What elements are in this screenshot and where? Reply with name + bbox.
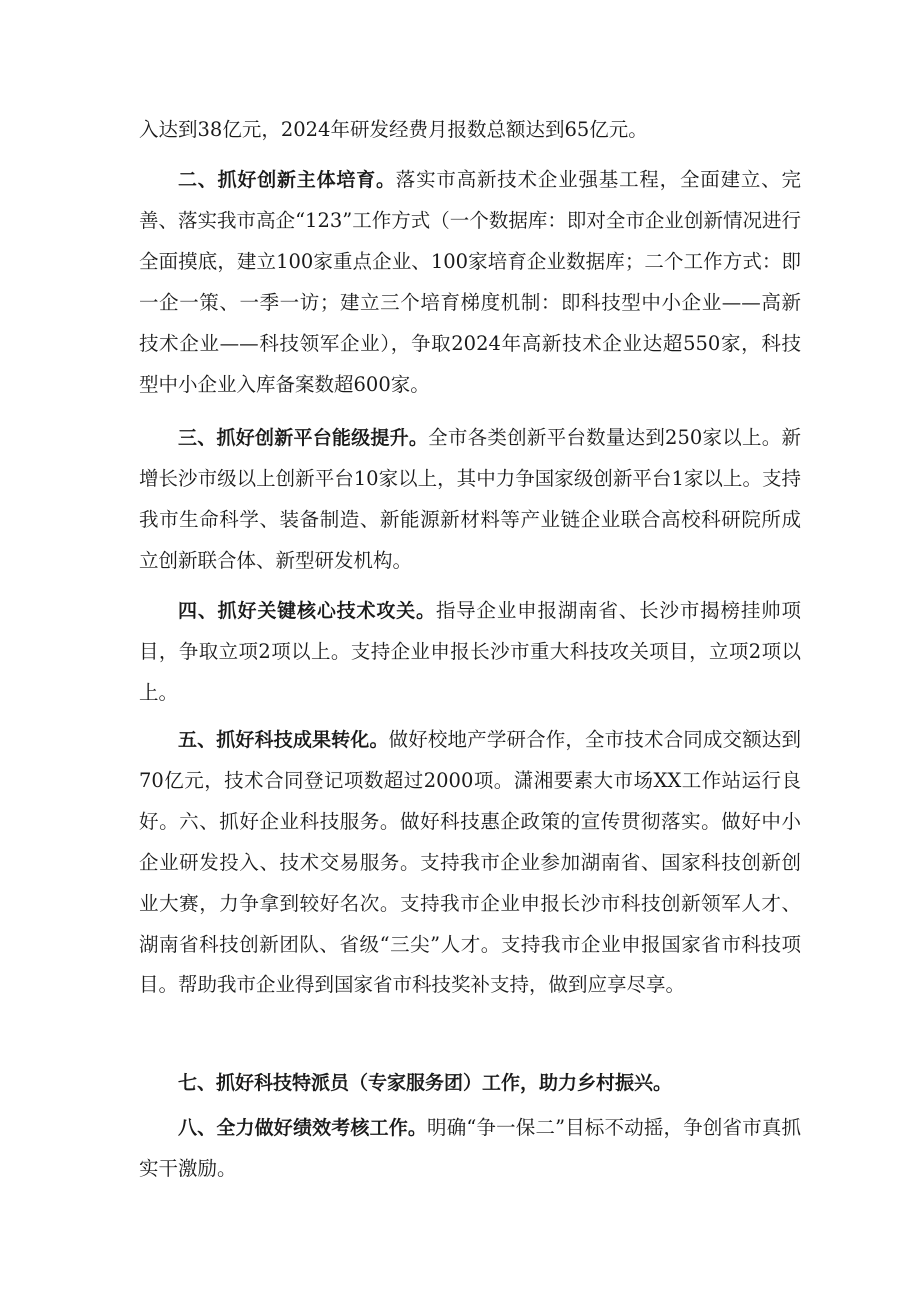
paragraph-8 bbox=[139, 1108, 801, 1190]
paragraph-3-heading: 三、抓好创新平台能级提升。 bbox=[178, 427, 429, 449]
paragraph-2 bbox=[139, 160, 801, 405]
paragraph-3-text: 全市各类创新平台数量达到250家以上。新增长沙市级以上创新平台10家以上，其中力争国家级创新平台1家以上。支持我市生命科学、装备制造、新能源新材料等产业链企业联合高校科研院所成立创新联合体、新型研发机构。 bbox=[139, 426, 801, 572]
paragraph-4-text: 指导企业申报湖南省、长沙市揭榜挂帅项目，争取立项2项以上。支持企业申报长沙市重大科技攻关项目，立项2项以上。 bbox=[139, 599, 801, 704]
paragraph-7-heading: 七、抓好科技特派员（专家服务团）工作，助力乡村振兴。 bbox=[178, 1072, 673, 1094]
paragraph-7 bbox=[139, 1063, 801, 1104]
paragraph-8-heading: 八、全力做好绩效考核工作。 bbox=[178, 1117, 428, 1139]
paragraph-4 bbox=[139, 591, 801, 714]
paragraph-1 bbox=[139, 110, 801, 151]
paragraph-2-text: 落实市高新技术企业强基工程，全面建立、完善、落实我市高企“123”工作方式（一个数据库：即对全市企业创新情况进行全面摸底，建立100家重点企业、100家培育企业数据库；二个工作方式：即一企一策、一季一访；建立三个培育梯度机制：即科技型中小企业——高新技术企业——科技领军企业），争取2024年高新技术企业达超550家，科技型中小企业入库备案数超600家。 bbox=[139, 168, 801, 396]
paragraph-1-text: 入达到38亿元，2024年研发经费月报数总额达到65亿元。 bbox=[139, 118, 648, 141]
paragraph-5-text: 做好校地产学研合作，全市技术合同成交额达到70亿元，技术合同登记项数超过2000项。潇湘要素大市场XX工作站运行良好。六、抓好企业科技服务。做好科技惠企政策的宣传贯彻落实。做好中小企业研发投入、技术交易服务。支持我市企业参加湖南省、国家科技创新创业大赛，力争拿到较好名次。支持我市企业申报长沙市科技创新领军人才、湖南省科技创新团队、省级“三尖”人才。支持我市企业申报国家省市科技项目。帮助我市企业得到国家省市科技奖补支持，做到应享尽享。 bbox=[139, 728, 801, 997]
paragraph-5-heading: 五、抓好科技成果转化。 bbox=[178, 729, 389, 751]
paragraph-8-text: 明确“争一保二”目标不动摇，争创省市真抓实干激励。 bbox=[139, 1116, 801, 1180]
paragraph-2-heading: 二、抓好创新主体培育。 bbox=[178, 169, 396, 191]
paragraph-3 bbox=[139, 418, 801, 582]
paragraph-4-heading: 四、抓好关键核心技术攻关。 bbox=[178, 600, 436, 622]
paragraph-5 bbox=[139, 720, 801, 1006]
